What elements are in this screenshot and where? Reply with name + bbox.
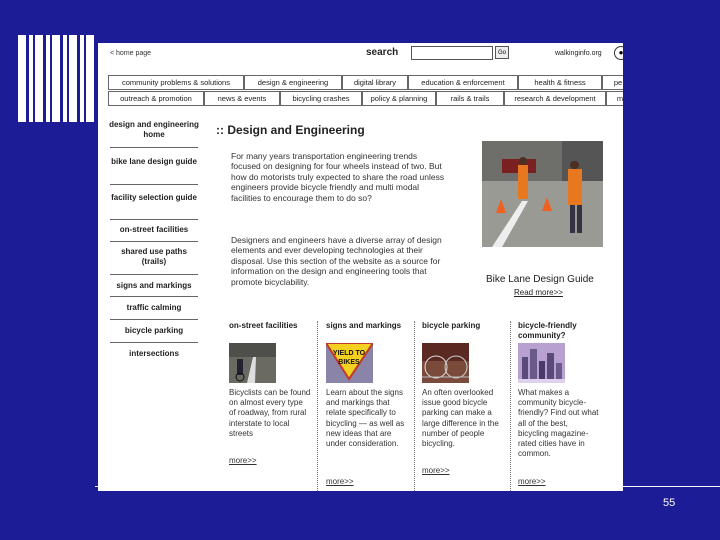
- decor-bar: [18, 35, 26, 122]
- signs-thumbnail: [326, 343, 373, 383]
- nav-divider: [110, 241, 198, 242]
- left-nav-item[interactable]: bicycle parking: [124, 326, 184, 335]
- slide-number: 55: [663, 497, 676, 509]
- column-divider: [510, 321, 511, 491]
- search-label: search: [366, 47, 399, 58]
- nav-tab[interactable]: news & events: [204, 91, 280, 106]
- more-link[interactable]: more>>: [422, 466, 450, 475]
- column-title[interactable]: signs and markings: [326, 321, 402, 330]
- intro-paragraph: Designers and engineers have a diverse array of design elements and ever developing technologies at their disposal. Use this section of the website as a source for information on the design and engineering tools that promote bicyclability.: [231, 235, 442, 287]
- page-title: :: Design and Engineering: [216, 123, 365, 137]
- left-nav-item[interactable]: on-street facilities: [119, 225, 189, 234]
- nav-tab[interactable]: design & engineering: [244, 75, 342, 90]
- sign-text: BIKES: [338, 359, 360, 366]
- community-thumbnail: [518, 343, 565, 383]
- read-more-link[interactable]: Read more>>: [514, 288, 563, 297]
- decor-bar: [35, 35, 43, 122]
- decor-bar: [80, 35, 84, 122]
- left-nav-item[interactable]: intersections: [129, 349, 179, 358]
- decor-bar: [29, 35, 33, 122]
- globe-icon: ●: [614, 46, 623, 60]
- nav-divider: [110, 147, 198, 148]
- nav-tab[interactable]: pe: [602, 75, 623, 90]
- nav-tab[interactable]: research & development: [504, 91, 606, 106]
- nav-tab[interactable]: education & enforcement: [408, 75, 518, 90]
- bike-lane-photo: [482, 141, 603, 247]
- nav-tab[interactable]: m: [606, 91, 623, 106]
- search-input[interactable]: [411, 46, 493, 60]
- column-text: What makes a community bicycle-friendly? Find out what all of the best, bicycling magazine-rated cities have in common.: [518, 388, 599, 459]
- more-link[interactable]: more>>: [326, 477, 354, 486]
- column-text: An often overlooked issue good bicycle parking can make a large difference in the number of people bicycling.: [422, 388, 499, 449]
- nav-tab[interactable]: rails & trails: [436, 91, 504, 106]
- nav-divider: [110, 342, 198, 343]
- left-nav-item[interactable]: traffic calming: [126, 303, 182, 312]
- more-link[interactable]: more>>: [229, 456, 257, 465]
- on-street-thumbnail: [229, 343, 276, 383]
- column-title[interactable]: on-street facilities: [229, 321, 298, 330]
- site-name: walkinginfo.org: [555, 50, 602, 57]
- column-title[interactable]: bicycle-friendly community?: [518, 321, 577, 340]
- sign-text: YIELD TO: [332, 350, 366, 357]
- photo-caption: Bike Lane Design Guide: [486, 274, 594, 285]
- left-nav-item[interactable]: shared use paths (trails): [121, 247, 187, 266]
- decor-bar: [46, 35, 50, 122]
- nav-tab[interactable]: outreach & promotion: [108, 91, 204, 106]
- nav-divider: [110, 219, 198, 220]
- website-screenshot: [98, 43, 623, 491]
- decor-bar: [52, 35, 60, 122]
- intro-paragraph: For many years transportation engineering trends focused on designing for four wheels instead of two. But how do motorists truly expected to share the road unless engineers provide bicycle friendly and multi modal facilities to encourage them to do so?: [231, 151, 445, 203]
- nav-tab[interactable]: digital library: [342, 75, 408, 90]
- left-nav-item[interactable]: facility selection guide: [111, 193, 197, 202]
- nav-divider: [110, 274, 198, 275]
- more-link[interactable]: more>>: [518, 477, 546, 486]
- left-nav-item[interactable]: signs and markings: [116, 281, 192, 290]
- nav-tab[interactable]: policy & planning: [362, 91, 436, 106]
- column-text: Bicyclists can be found on almost every type of roadway, from rural interstate to local streets: [229, 388, 311, 438]
- nav-divider: [110, 296, 198, 297]
- left-nav-item[interactable]: design and engineering home: [109, 120, 199, 139]
- nav-tab[interactable]: community problems & solutions: [108, 75, 244, 90]
- column-divider: [414, 321, 415, 491]
- column-text: Learn about the signs and markings that relate specifically to bicycling — as well as new ideas that are under consideration.: [326, 388, 405, 449]
- column-divider: [317, 321, 318, 491]
- nav-tab[interactable]: bicycling crashes: [280, 91, 362, 106]
- column-title[interactable]: bicycle parking: [422, 321, 481, 330]
- site-header: [98, 43, 623, 71]
- home-link[interactable]: < home page: [110, 50, 152, 57]
- nav-divider: [110, 319, 198, 320]
- decor-bar: [86, 35, 94, 122]
- bike-parking-thumbnail: [422, 343, 469, 383]
- decor-bar: [63, 35, 67, 122]
- left-nav-item[interactable]: bike lane design guide: [111, 157, 197, 166]
- nav-divider: [110, 184, 198, 185]
- go-button[interactable]: Go: [495, 46, 509, 59]
- nav-tab[interactable]: health & fitness: [518, 75, 602, 90]
- decor-bar: [69, 35, 77, 122]
